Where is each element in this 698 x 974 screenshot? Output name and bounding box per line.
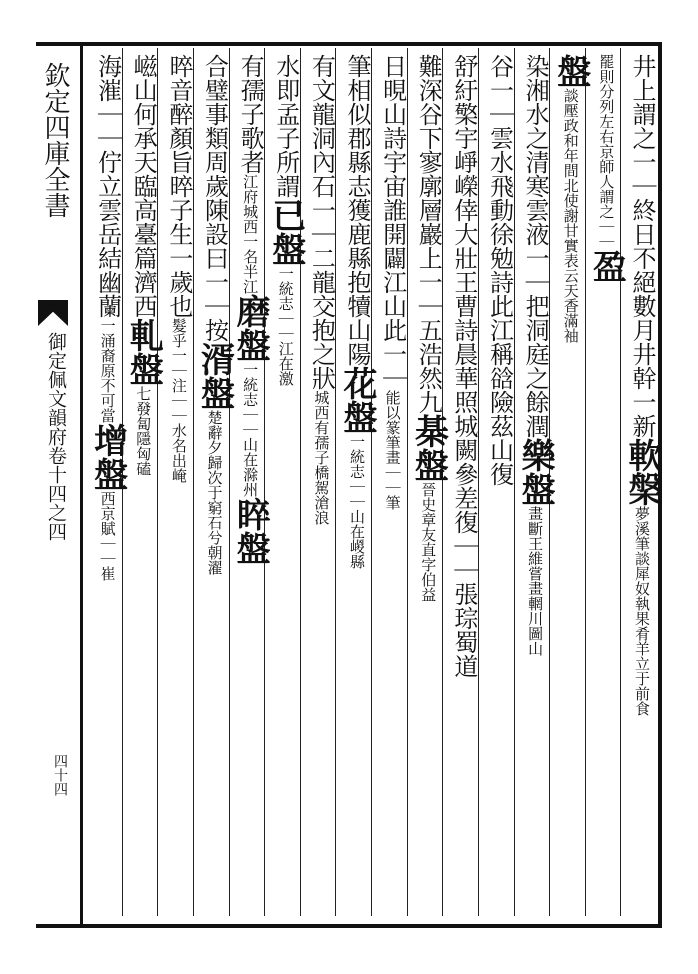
text-column [194,54,235,922]
annotation-text: 能以篆筆畫｜｜筆 [383,390,402,510]
column-divider [442,48,443,916]
entry-headword: 湑盤 [194,342,235,410]
column-divider [407,48,408,916]
annotation-text: 江府城西一名半江 [241,174,260,294]
text-column [302,54,336,922]
entry-headword: 睟盤 [230,497,271,565]
column-divider [620,48,621,916]
annotation-text: 一統志｜｜山在滁州 [241,362,260,497]
text-column [444,54,478,922]
annotation-text: 一統志｜｜山在嵕縣 [348,434,366,569]
entry-headword: 磨盤 [230,294,271,362]
margin-divider [80,42,83,928]
body-text: 井上謂之一｜終日不絕數月井幹一新 [628,54,656,438]
text-column [586,54,627,922]
annotation-text: 罷則分列左右京師人謂之｜｜ [597,54,616,249]
annotation-text: 西京賦｜｜崔 [98,491,117,581]
body-text: 難深谷下寥廓層巖上一｜五浩然九 [414,54,443,414]
column-divider [335,48,336,916]
body-text: 谷一｜雲水飛動徐勉詩此江稱谽險茲山復 [485,54,514,486]
body-text: 日晛山詩宇宙誰開闢江山此一｜ [378,54,407,390]
body-text: 筆相似郡縣志獲鹿縣抱犢山陽 [343,54,371,366]
volume-title: 御定佩文韻府卷十四之四 [45,332,67,541]
column-divider [264,48,265,916]
column-divider [478,48,479,916]
column-divider [514,48,515,916]
annotation-text: 楚辭夕歸次于窮石兮朝濯 [205,410,224,575]
entry-headword: 軟槃 [622,438,662,506]
fish-tail-mark-icon [38,300,68,326]
entry-headword: 已盤 [265,198,306,266]
text-column [373,54,407,922]
body-text: 染湘水之清寒雲液一｜把洞庭之餘潤 [521,54,550,438]
text-column [337,54,377,922]
page-number: 四十四 [52,754,68,796]
text-column [480,54,514,922]
column-divider [585,48,586,916]
annotation-text: 談壓政和年間北使謝甘實表云天香滿袖 [561,88,580,343]
annotation-text: 髮乎一｜注｜｜水名出崦 [169,318,188,483]
body-text: 舒紆檠宇崢嶸倖大壯王曹詩晨華照城闕參差復｜｜張琮蜀道 [449,54,478,678]
body-text: 有孺子歌者 [236,54,265,174]
entry-headword: 盤 [550,54,591,88]
annotation-text: 城西有孺子橋駕滄浪 [312,390,331,525]
annotation-text: 畫斷王維嘗畫輞川圖山 [526,506,545,656]
text-column [159,54,193,922]
text-column [550,54,591,922]
column-divider [371,48,372,916]
body-text: 合璧事類周歲陳設曰一｜按 [200,54,229,342]
entry-headword: 盈 [586,249,627,283]
entry-headword: 棊盤 [408,414,449,482]
entry-headword: 花盤 [337,366,377,434]
annotation-text: 一統志｜｜江在激 [276,266,295,386]
entry-headword: 樂盤 [515,438,556,506]
column-divider [193,48,194,916]
text-column [265,54,306,922]
entry-headword: 增盤 [87,423,128,491]
top-border [36,42,662,46]
body-text: 嵫山何承天臨高臺篇濟西 [129,54,158,318]
text-column [230,54,271,922]
text-column [515,54,556,922]
bottom-border [36,924,662,928]
book-title: 欽定四庫全書 [40,62,70,218]
annotation-text: 七發匐隱匈磕 [134,386,153,476]
entry-headword: 軋盤 [123,318,164,386]
text-column [408,54,449,922]
text-column [622,54,662,922]
annotation-text: 一涌裔原不可當 [98,318,117,423]
body-text: 水即孟子所謂 [271,54,300,198]
text-column [87,54,128,922]
body-text: 晬音醉顏旨晬子生一歲也 [164,54,193,318]
body-text: 海漼｜｜佇立雲岳結幽蘭 [93,54,122,318]
annotation-text: 夢溪筆談犀奴執果肴羊立于前食 [633,506,651,716]
text-column [123,54,164,922]
annotation-text: 晉史章友直字伯益 [419,482,438,602]
body-text: 有文龍洞內石一｜二龍交抱之狀 [307,54,336,390]
column-divider [157,48,158,916]
